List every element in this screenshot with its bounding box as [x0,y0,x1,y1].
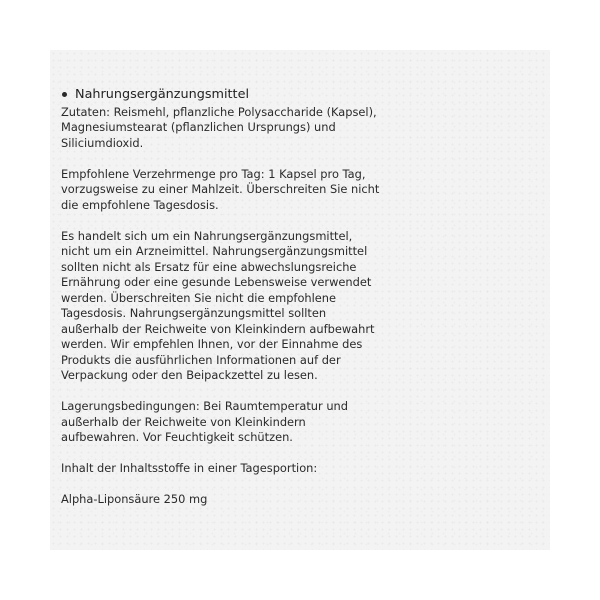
content-heading [61,461,391,477]
ingredients-text [61,105,391,152]
product-information [61,87,391,523]
storage-text [61,399,391,446]
warning-line: Es handelt sich um ein Nahrungsergänzungsmittel, [61,228,353,243]
dosage-line: Empfohlene Verzehrmenge pro Tag: 1 Kapsel pro Tag, [61,166,366,181]
active-ingredient [61,492,391,508]
warning-text [61,229,391,384]
dosage-line: vorzugsweise zu einer Mahlzeit. Überschreiten Sie nicht [61,182,380,196]
storage-line: aufbewahren. Vor Feuchtigkeit schützen. [61,430,293,444]
warning-line: außerhalb der Reichweite von Kleinkindern aufbewahrt [61,321,375,336]
warning-line: Verpackung oder den Beipackzettel zu lesen. [61,368,318,382]
bullet-icon [62,92,67,97]
dosage-line: die empfohlene Tagesdosis. [61,197,219,212]
ingredients-line: Siliciumdioxid. [61,135,144,150]
warning-line: Tagesdosis. Nahrungsergänzungsmittel sollten [61,306,327,320]
warning-line: werden. Wir empfehlen Ihnen, vor der Einnahme des [61,337,363,351]
active-ingredient-text: Alpha-Liponsäure 250 mg [61,492,208,506]
product-title-row [61,87,391,103]
dosage-text [61,167,391,214]
ingredients-line: Zutaten: Reismehl, pflanzliche Polysaccharide (Kapsel), [61,104,377,119]
ingredients-line: Magnesiumstearat (pflanzlichen Ursprungs) und [61,120,336,134]
warning-line: werden. Überschreiten Sie nicht die empfohlene [61,290,337,305]
warning-line: sollten nicht als Ersatz für eine abwechslungsreiche [61,259,357,274]
warning-line: nicht um ein Arzneimittel. Nahrungsergänzungsmittel [61,244,368,258]
content-heading-text: Inhalt der Inhaltsstoffe in einer Tagesportion: [61,461,318,475]
storage-line: außerhalb der Reichweite von Kleinkindern [61,414,306,429]
warning-line: Ernährung oder eine gesunde Lebensweise verwendet [61,275,372,289]
product-title: Nahrungsergänzungsmittel [75,87,249,102]
warning-line: Produkts die ausführlichen Informationen auf der [61,352,341,367]
storage-line: Lagerungsbedingungen: Bei Raumtemperatur und [61,399,348,413]
